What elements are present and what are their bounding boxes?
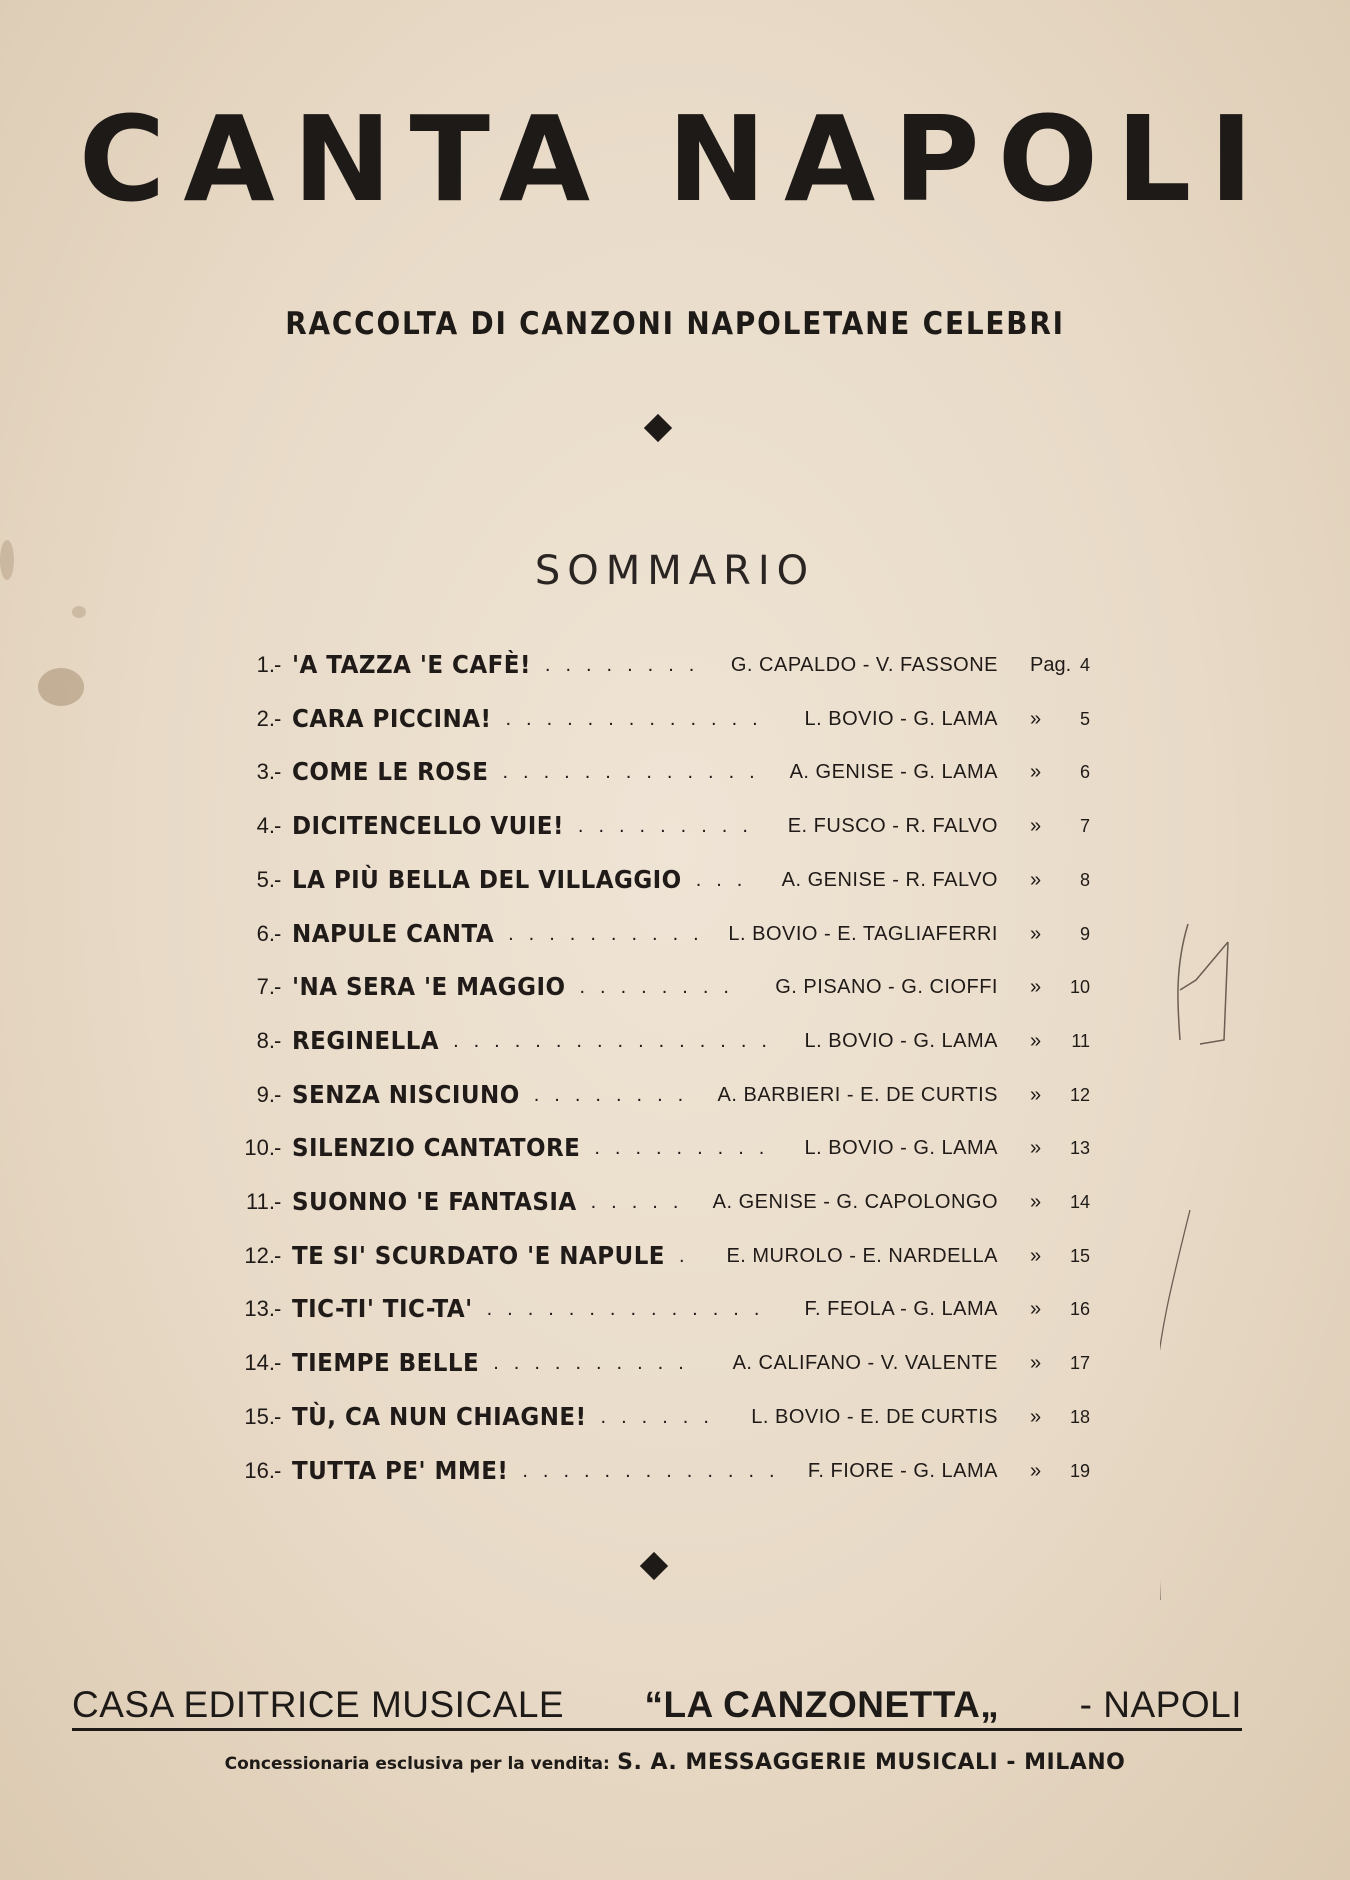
song-authors: G. PISANO - G. CIOFFI bbox=[775, 976, 998, 999]
contents-row bbox=[0, 914, 1350, 954]
entry-dash: - bbox=[274, 1296, 282, 1322]
contents-row bbox=[0, 645, 1350, 685]
leader-dots: ............. bbox=[522, 1459, 790, 1482]
page-marker: » bbox=[1030, 1083, 1042, 1106]
page-marker: » bbox=[1030, 1298, 1042, 1321]
song-authors: L. BOVIO - E. TAGLIAFERRI bbox=[728, 922, 998, 945]
page-marker: » bbox=[1030, 815, 1042, 838]
song-title: DICITENCELLO VUIE! bbox=[292, 811, 564, 841]
page-number: 12 bbox=[1069, 1084, 1090, 1105]
song-title: 'NA SERA 'E MAGGIO bbox=[292, 972, 566, 1002]
page-number: 6 bbox=[1079, 762, 1090, 783]
song-authors: A. GENISE - R. FALVO bbox=[781, 868, 998, 891]
song-authors: A. GENISE - G. CAPOLONGO bbox=[712, 1191, 998, 1213]
leader-dots: ........ bbox=[544, 654, 710, 676]
leader-dots: ................ bbox=[453, 1029, 782, 1052]
song-title: TÙ, CA NUN CHIAGNE! bbox=[292, 1401, 587, 1431]
song-authors: E. MUROLO - E. NARDELLA bbox=[726, 1244, 998, 1267]
page-marker: » bbox=[1030, 1405, 1042, 1428]
entry-number: 13. bbox=[244, 1296, 275, 1322]
contents-row bbox=[0, 1075, 1350, 1115]
contents-row bbox=[0, 967, 1350, 1007]
entry-number: 14. bbox=[244, 1350, 275, 1376]
song-title: SENZA NISCIUNO bbox=[292, 1079, 520, 1109]
contents-row bbox=[0, 752, 1350, 792]
song-title: NAPULE CANTA bbox=[292, 918, 495, 948]
entry-number: 7. bbox=[256, 974, 275, 1000]
song-authors: L. BOVIO - G. LAMA bbox=[804, 707, 998, 730]
leader-dots: ............. bbox=[505, 707, 773, 730]
page-number: 14 bbox=[1069, 1192, 1090, 1212]
song-title: SILENZIO CANTATORE bbox=[292, 1133, 581, 1163]
entry-number: 6. bbox=[256, 920, 275, 946]
contents-row bbox=[0, 1021, 1350, 1061]
entry-dash: - bbox=[274, 1081, 282, 1107]
contents-row bbox=[0, 1397, 1350, 1437]
page-marker: » bbox=[1030, 707, 1042, 730]
page-marker: » bbox=[1030, 1029, 1042, 1052]
leader-dots: ........ bbox=[533, 1083, 699, 1106]
contents-heading: SOMMARIO bbox=[534, 548, 816, 594]
leader-dots: ... bbox=[695, 868, 758, 891]
entry-dash: - bbox=[274, 1242, 282, 1268]
contents-row bbox=[0, 806, 1350, 846]
song-authors: L. BOVIO - G. LAMA bbox=[804, 1137, 998, 1160]
page-marker: » bbox=[1030, 1244, 1042, 1267]
page-number: 11 bbox=[1071, 1030, 1090, 1051]
page-marker: Pag. bbox=[1030, 654, 1072, 676]
song-title: 'A TAZZA 'E CAFÈ! bbox=[292, 650, 531, 679]
page-marker: » bbox=[1030, 868, 1042, 891]
entry-dash: - bbox=[274, 1189, 282, 1214]
leader-dots: . bbox=[678, 1244, 700, 1267]
leader-dots: .............. bbox=[486, 1298, 775, 1321]
entry-dash: - bbox=[274, 813, 282, 839]
entry-dash: - bbox=[274, 705, 282, 731]
song-authors: L. BOVIO - G. LAMA bbox=[804, 1029, 998, 1052]
leader-dots: ..... bbox=[590, 1191, 694, 1213]
page-number: 8 bbox=[1079, 869, 1090, 890]
leader-dots: ............. bbox=[502, 761, 770, 784]
song-title: REGINELLA bbox=[292, 1025, 440, 1055]
entry-dash: - bbox=[274, 1135, 282, 1161]
entry-dash: - bbox=[274, 974, 282, 1000]
contents-row bbox=[0, 1289, 1350, 1329]
entry-dash: - bbox=[274, 920, 282, 946]
page-marker: » bbox=[1030, 1137, 1042, 1160]
contents-row bbox=[0, 1451, 1350, 1491]
page-marker: » bbox=[1030, 976, 1042, 999]
song-title: CARA PICCINA! bbox=[292, 703, 492, 733]
leader-dots: ......... bbox=[594, 1137, 780, 1160]
page-marker: » bbox=[1030, 761, 1042, 784]
entry-dash: - bbox=[274, 866, 282, 892]
page-marker: » bbox=[1030, 1191, 1042, 1213]
entry-number: 12. bbox=[244, 1242, 275, 1268]
publisher-name: “LA CANZONETTA„ bbox=[644, 1684, 1000, 1725]
distribution-line bbox=[0, 1750, 1350, 1775]
entry-number: 16. bbox=[244, 1457, 275, 1483]
entry-number: 9. bbox=[256, 1081, 275, 1107]
entry-dash: - bbox=[274, 759, 282, 785]
page-number: 4 bbox=[1079, 655, 1090, 675]
entry-number: 1. bbox=[256, 652, 275, 677]
contents-row bbox=[0, 1236, 1350, 1276]
page-number: 5 bbox=[1079, 708, 1090, 729]
entry-dash: - bbox=[274, 1457, 282, 1483]
entry-dash: - bbox=[274, 1350, 282, 1376]
entry-number: 15. bbox=[244, 1403, 275, 1429]
song-title: TE SI' SCURDATO 'E NAPULE bbox=[292, 1240, 665, 1270]
contents-row bbox=[0, 1182, 1350, 1222]
entry-number: 11. bbox=[246, 1189, 275, 1214]
song-authors: F. FIORE - G. LAMA bbox=[807, 1459, 998, 1482]
song-title: COME LE ROSE bbox=[292, 757, 489, 787]
page-number: 15 bbox=[1069, 1245, 1090, 1266]
leader-dots: .......... bbox=[508, 922, 714, 945]
publisher-city: - NAPOLI bbox=[1079, 1684, 1242, 1725]
page-marker: » bbox=[1030, 1352, 1042, 1375]
entry-number: 5. bbox=[256, 866, 275, 892]
leader-dots: .......... bbox=[493, 1352, 699, 1375]
contents-row bbox=[0, 1343, 1350, 1383]
song-authors: A. GENISE - G. LAMA bbox=[789, 761, 998, 784]
song-authors: A. BARBIERI - E. DE CURTIS bbox=[717, 1083, 998, 1106]
leader-dots: ......... bbox=[577, 815, 763, 838]
contents-row bbox=[0, 699, 1350, 739]
song-title: SUONNO 'E FANTASIA bbox=[292, 1187, 577, 1216]
entry-dash: - bbox=[274, 1403, 282, 1429]
publisher-prefix: CASA EDITRICE MUSICALE bbox=[72, 1684, 565, 1725]
page-number: 18 bbox=[1069, 1406, 1090, 1427]
song-authors: E. FUSCO - R. FALVO bbox=[787, 815, 998, 838]
entry-dash: - bbox=[274, 652, 282, 677]
page-marker: » bbox=[1030, 922, 1042, 945]
page-number: 7 bbox=[1079, 816, 1090, 837]
page-number: 13 bbox=[1069, 1138, 1090, 1159]
page-number: 16 bbox=[1069, 1299, 1090, 1320]
distribution-prefix: Concessionaria esclusiva per la vendita: bbox=[224, 1754, 610, 1774]
page-marker: » bbox=[1030, 1459, 1042, 1482]
page-number: 10 bbox=[1069, 977, 1090, 998]
contents-row bbox=[0, 860, 1350, 900]
song-authors: G. CAPALDO - V. FASSONE bbox=[730, 654, 998, 676]
distribution-company: S. A. MESSAGGERIE MUSICALI - MILANO bbox=[617, 1750, 1126, 1775]
page-title: CANTA NAPOLI bbox=[78, 90, 1272, 228]
entry-number: 10. bbox=[244, 1135, 275, 1161]
song-authors: F. FEOLA - G. LAMA bbox=[804, 1298, 998, 1321]
song-title: TUTTA PE' MME! bbox=[292, 1455, 509, 1485]
entry-number: 3. bbox=[256, 759, 275, 785]
page-number: 19 bbox=[1069, 1460, 1090, 1481]
page-number: 17 bbox=[1069, 1353, 1090, 1374]
contents-row bbox=[0, 1128, 1350, 1168]
song-authors: A. CALIFANO - V. VALENTE bbox=[732, 1352, 998, 1375]
paper-stain bbox=[72, 606, 86, 618]
leader-dots: ........ bbox=[579, 976, 744, 999]
song-authors: L. BOVIO - E. DE CURTIS bbox=[751, 1405, 998, 1428]
publisher-line bbox=[72, 1684, 1242, 1731]
leader-dots: ...... bbox=[600, 1405, 724, 1428]
entry-number: 4. bbox=[256, 813, 275, 839]
song-title: LA PIÙ BELLA DEL VILLAGGIO bbox=[292, 864, 682, 894]
entry-number: 8. bbox=[256, 1027, 275, 1053]
page-number: 9 bbox=[1079, 923, 1090, 944]
song-title: TIEMPE BELLE bbox=[292, 1348, 480, 1378]
entry-dash: - bbox=[274, 1027, 282, 1053]
subtitle: RACCOLTA DI CANZONI NAPOLETANE CELEBRI bbox=[285, 306, 1065, 342]
entry-number: 2. bbox=[256, 705, 275, 731]
song-title: TIC-TI' TIC-TA' bbox=[292, 1294, 473, 1324]
